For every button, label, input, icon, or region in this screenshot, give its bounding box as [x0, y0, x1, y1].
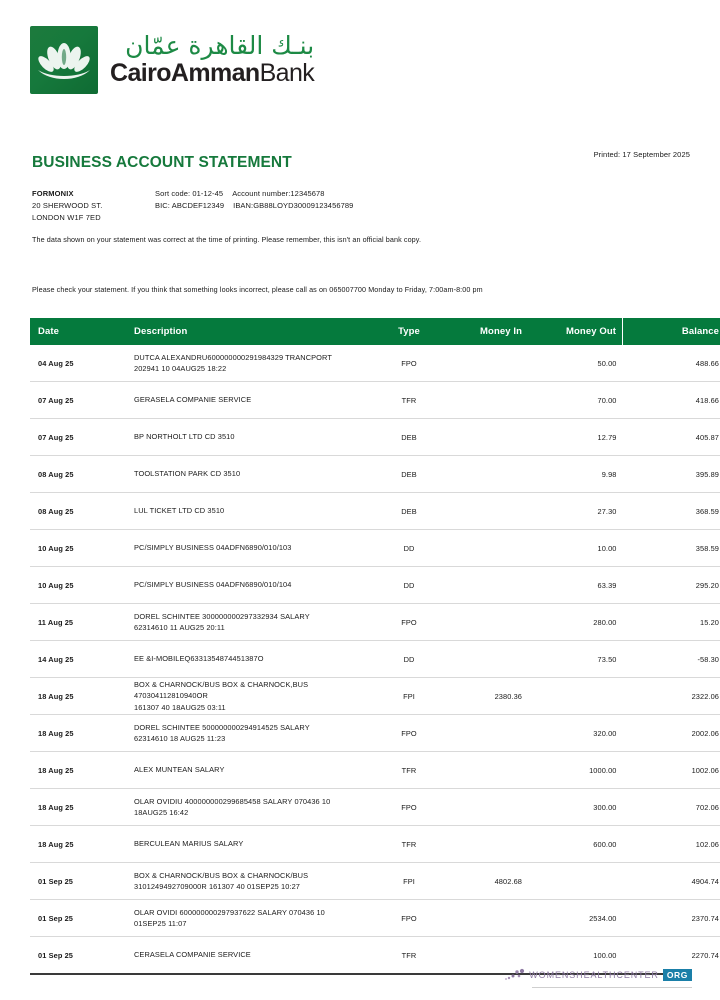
description-line-1: ALEX MUNTEAN SALARY: [134, 765, 225, 775]
description-line-1: OLAR OVIDI 600000000297937622 SALARY 070436 10: [134, 907, 325, 917]
cell-type: FPO: [378, 604, 440, 641]
description-line-1: BP NORTHOLT LTD CD 3510: [134, 432, 235, 442]
cell-description: [126, 752, 378, 789]
description-line-1: CERASELA COMPANIE SERVICE: [134, 950, 251, 960]
cell-date: 01 Sep 25: [30, 900, 126, 937]
bank-name-latin-light: Bank: [259, 58, 315, 87]
site-watermark: [504, 968, 692, 982]
cell-money-out: 300.00: [528, 789, 623, 826]
watermark-name: WOMENSHEALTHCENTER: [529, 970, 659, 980]
description-line-1: PC/SIMPLY BUSINESS 04ADFN6890/010/103: [134, 543, 292, 553]
cell-balance: 358.59: [623, 530, 720, 567]
cell-type: DEB: [378, 419, 440, 456]
table-header: [30, 318, 720, 345]
cell-balance: 702.06: [623, 789, 720, 826]
contact-notice: Please check your statement. If you think that something looks incorrect, please call as on 065007700 Monday to Friday, 7:00am-8:00 pm: [32, 285, 483, 294]
cell-description: [126, 900, 378, 937]
customer-address: [32, 188, 102, 224]
cell-description: [126, 382, 378, 419]
account-details-row-2: [155, 200, 353, 212]
cell-description: [126, 567, 378, 604]
cell-balance: 295.20: [623, 567, 720, 604]
watermark-org-badge: ORG: [663, 969, 692, 982]
table-row[interactable]: [30, 789, 720, 826]
description-line-2: 62314610 18 AUG25 11:23: [134, 734, 226, 743]
cell-money-in: [440, 789, 528, 826]
cell-money-in: [440, 382, 528, 419]
cell-money-in: [440, 345, 528, 382]
table-body: [30, 345, 720, 973]
cell-money-in: [440, 493, 528, 530]
account-details: [155, 188, 353, 212]
cell-money-out: 63.39: [528, 567, 623, 604]
cell-description: [126, 419, 378, 456]
cell-date: 18 Aug 25: [30, 715, 126, 752]
description-line-1: EE &I-MOBILEQ6331354874451387O: [134, 654, 264, 664]
cell-type: FPO: [378, 900, 440, 937]
description-line-1: BOX & CHARNOCK/BUS BOX & CHARNOCK/BUS: [134, 870, 309, 880]
cell-money-out: 280.00: [528, 604, 623, 641]
column-header-money-out[interactable]: Money Out: [528, 318, 623, 345]
cell-money-in: [440, 826, 528, 863]
cell-money-out: 70.00: [528, 382, 623, 419]
description-line-1: BOX & CHARNOCK/BUS BOX & CHARNOCK,BUS 470304112810940OR: [134, 680, 309, 701]
cell-money-in: [440, 604, 528, 641]
cell-money-in: [440, 641, 528, 678]
cell-date: 10 Aug 25: [30, 567, 126, 604]
account-number: Account number:12345678: [232, 189, 325, 198]
cell-type: TFR: [378, 382, 440, 419]
cell-description: [126, 345, 378, 382]
bank-name-latin-bold: CairoAmman: [110, 58, 260, 87]
cell-description: [126, 937, 378, 974]
cell-type: FPI: [378, 678, 440, 715]
cell-money-out: 10.00: [528, 530, 623, 567]
cell-type: TFR: [401, 950, 417, 960]
cell-balance: 2370.74: [623, 900, 720, 937]
cell-money-in: 2380.36: [440, 678, 528, 715]
cell-type: FPO: [378, 715, 440, 752]
cell-date: 18 Aug 25: [30, 789, 126, 826]
description-line-1: LUL TICKET LTD CD 3510: [134, 506, 225, 516]
bank-logo-text: [110, 30, 315, 88]
customer-name: FORMONIX: [32, 189, 74, 198]
description-line-1: BERCULEAN MARIUS SALARY: [134, 839, 244, 849]
cell-money-out: 100.00: [593, 950, 617, 960]
bank-logo: [30, 26, 314, 94]
customer-address-line2: LONDON W1F 7ED: [32, 213, 101, 223]
table-row[interactable]: [30, 863, 720, 900]
sort-code: Sort code: 01-12-45: [155, 189, 224, 198]
cell-money-out: 2534.00: [528, 900, 623, 937]
cell-money-out: 73.50: [528, 641, 623, 678]
table-row[interactable]: [30, 752, 720, 789]
iban-code: IBAN:GB88LOYD30009123456789: [233, 201, 354, 211]
table-row[interactable]: [30, 419, 720, 456]
table-row[interactable]: [30, 826, 720, 863]
cell-money-in: [440, 900, 528, 937]
page-title: BUSINESS ACCOUNT STATEMENT: [32, 154, 292, 171]
cell-type: FPI: [378, 863, 440, 900]
cell-description: [126, 456, 378, 493]
description-line-1: DUTCA ALEXANDRU600000000291984329 TRANCPORT: [134, 352, 332, 362]
cell-type: DD: [378, 567, 440, 604]
cell-date: 01 Sep 25: [30, 863, 126, 900]
cell-date: 07 Aug 25: [30, 419, 126, 456]
cell-description: [126, 678, 378, 715]
description-line-2: 202941 10 04AUG25 18:22: [134, 364, 227, 373]
cell-balance: 4904.74: [623, 863, 720, 900]
account-details-row-1: [155, 188, 353, 200]
table-row[interactable]: [30, 900, 720, 937]
cell-money-out: 12.79: [528, 419, 623, 456]
cell-type: DEB: [378, 456, 440, 493]
cell-type: TFR: [378, 826, 440, 863]
cell-date: 18 Aug 25: [30, 826, 126, 863]
column-header-money-in[interactable]: Money In: [440, 318, 528, 345]
description-line-1: OLAR OVIDIU 400000000299685458 SALARY 070436 10: [134, 796, 331, 806]
cell-money-out: [528, 863, 623, 900]
column-header-date[interactable]: Date: [30, 318, 126, 345]
cell-balance: 418.66: [623, 382, 720, 419]
cell-money-out: 27.30: [528, 493, 623, 530]
dots-sparkle-icon: [504, 968, 526, 982]
table-row[interactable]: [30, 345, 720, 382]
cell-money-in: [440, 715, 528, 752]
column-header-balance[interactable]: Balance: [623, 318, 720, 345]
cell-description: [126, 604, 378, 641]
column-header-type[interactable]: Type: [378, 318, 440, 345]
cell-balance: 405.87: [623, 419, 720, 456]
description-line-2: 01SEP25 11:07: [134, 919, 187, 928]
transactions-table: [30, 318, 720, 973]
cell-money-out: [528, 678, 623, 715]
cell-description: [126, 493, 378, 530]
cell-money-in: [440, 752, 528, 789]
cell-description: [126, 826, 378, 863]
table-row[interactable]: [30, 641, 720, 678]
printed-date: Printed: 17 September 2025: [593, 150, 690, 159]
table-header-row: [30, 318, 720, 345]
table-row[interactable]: [30, 678, 720, 715]
cell-description: [126, 530, 378, 567]
table-row[interactable]: [30, 567, 720, 604]
watermark-divider: [532, 987, 692, 988]
table-row[interactable]: [30, 715, 720, 752]
description-line-1: DOREL SCHINTEE 500000000294914525 SALARY: [134, 722, 310, 732]
table-row[interactable]: [30, 456, 720, 493]
table-row[interactable]: [30, 604, 720, 641]
description-line-1: TOOLSTATION PARK CD 3510: [134, 469, 241, 479]
cell-date: 10 Aug 25: [30, 530, 126, 567]
table-row[interactable]: [30, 493, 720, 530]
cell-balance: 2322.06: [623, 678, 720, 715]
cell-date: 18 Aug 25: [30, 752, 126, 789]
cell-money-in: [440, 456, 528, 493]
cell-balance: 395.89: [623, 456, 720, 493]
bic-code: BIC: ABCDEF12349: [155, 201, 225, 211]
cell-balance: 368.59: [623, 493, 720, 530]
cell-description: [126, 789, 378, 826]
cell-date: 04 Aug 25: [30, 345, 126, 382]
cell-money-out: 50.00: [528, 345, 623, 382]
bank-name-latin: [110, 60, 314, 88]
cell-date: 08 Aug 25: [30, 493, 126, 530]
description-line-2: 62314610 11 AUG25 20:11: [134, 623, 225, 632]
cell-date: 08 Aug 25: [30, 456, 126, 493]
cell-money-out: 9.98: [528, 456, 623, 493]
cell-money-in: [440, 419, 528, 456]
printing-notice: The data shown on your statement was correct at the time of printing. Please remember, this isn't an official bank copy.: [32, 235, 422, 244]
cell-type: FPO: [378, 345, 440, 382]
cell-type: FPO: [378, 789, 440, 826]
description-line-1: GERASELA COMPANIE SERVICE: [134, 395, 252, 405]
column-header-description[interactable]: Description: [126, 318, 378, 345]
cell-type: DD: [378, 530, 440, 567]
cell-type: DD: [378, 641, 440, 678]
cell-balance: 1002.06: [623, 752, 720, 789]
cell-type: TFR: [378, 752, 440, 789]
cell-balance: -58.30: [623, 641, 720, 678]
cell-money-in: [440, 567, 528, 604]
description-line-1: PC/SIMPLY BUSINESS 04ADFN6890/010/104: [134, 580, 292, 590]
cell-type: DEB: [378, 493, 440, 530]
description-line-2: 3101249492709000R 161307 40 01SEP25 10:27: [134, 882, 301, 891]
bank-name-arabic: بنـك القاهرة عمّان: [125, 30, 315, 60]
description-line-1: DOREL SCHINTEE 300000000297332934 SALARY: [134, 611, 310, 621]
cell-date: 18 Aug 25: [30, 678, 126, 715]
cell-balance: 15.20: [623, 604, 720, 641]
description-line-2: 161307 40 18AUG25 03:11: [134, 702, 226, 712]
cell-balance: 2270.74: [691, 950, 719, 960]
cell-description: [126, 641, 378, 678]
cell-money-out: 320.00: [528, 715, 623, 752]
cell-money-in: 4802.68: [440, 863, 528, 900]
table-row[interactable]: [30, 382, 720, 419]
cell-date: 01 Sep 25: [38, 950, 74, 960]
cell-description: [126, 715, 378, 752]
cell-balance: 102.06: [623, 826, 720, 863]
customer-address-line1: 20 SHERWOOD ST.: [32, 201, 103, 211]
cell-balance: 488.66: [623, 345, 720, 382]
cell-date: 14 Aug 25: [30, 641, 126, 678]
cell-balance: 2002.06: [623, 715, 720, 752]
cell-date: 07 Aug 25: [30, 382, 126, 419]
description-line-2: 18AUG25 16:42: [134, 808, 189, 817]
table-row[interactable]: [30, 530, 720, 567]
cell-description: [126, 863, 378, 900]
cell-money-out: 600.00: [528, 826, 623, 863]
cell-date: 11 Aug 25: [30, 604, 126, 641]
lotus-flower-logo-icon: [30, 26, 98, 94]
cell-money-in: [440, 530, 528, 567]
cell-money-out: 1000.00: [528, 752, 623, 789]
